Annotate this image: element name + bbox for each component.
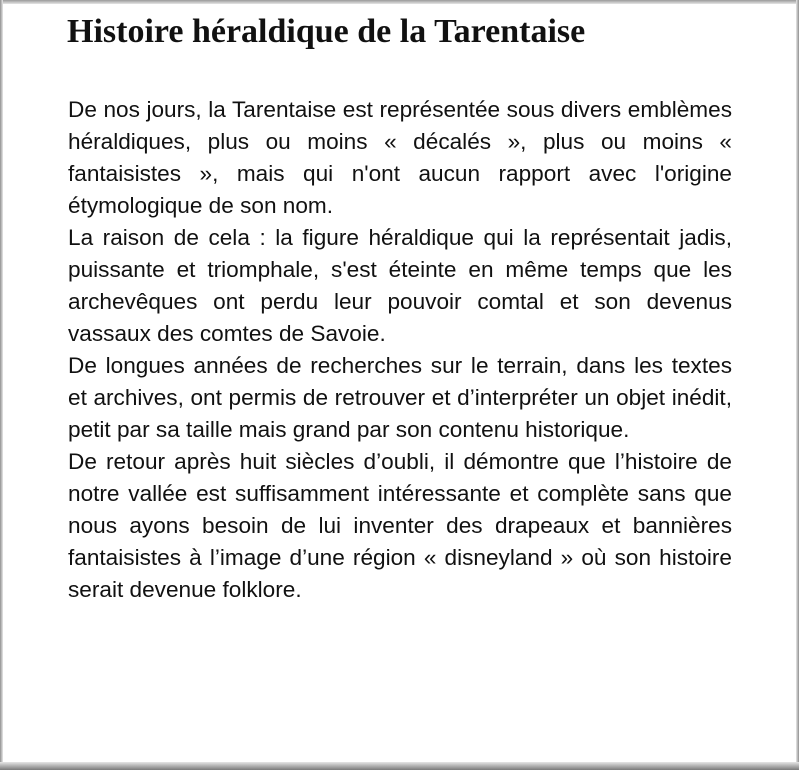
- paragraph-3: De longues années de recherches sur le terrain, dans les textes et archives, ont permis de retrouver et d’interpréter un objet inédit, petit par sa taille mais grand par son contenu historique.: [68, 353, 732, 442]
- page-left-edge: [0, 0, 3, 770]
- paragraph-4: De retour après huit siècles d’oubli, il démontre que l’histoire de notre vallée est suffisamment intéressante et complète sans que nous ayons besoin de lui inventer des drapeaux et bannières fantaisistes à l’image d’une région « disneyland » où son histoire serait devenue folklore.: [68, 449, 732, 602]
- document-body: [68, 94, 732, 606]
- page-top-edge: [0, 0, 799, 4]
- paragraph-1: De nos jours, la Tarentaise est représentée sous divers emblèmes héraldiques, plus ou moins « décalés », plus ou moins « fantaisistes », mais qui n'ont aucun rapport avec l'origine étymologique de son nom.: [68, 97, 732, 218]
- paragraph-2: La raison de cela : la figure héraldique qui la représentait jadis, puissante et triomphale, s'est éteinte en même temps que les archevêques ont perdu leur pouvoir comtal et son devenus vassaux des comtes de Savoie.: [68, 225, 732, 346]
- page-bottom-edge: [0, 762, 799, 770]
- page-title: Histoire héraldique de la Tarentaise: [67, 13, 586, 50]
